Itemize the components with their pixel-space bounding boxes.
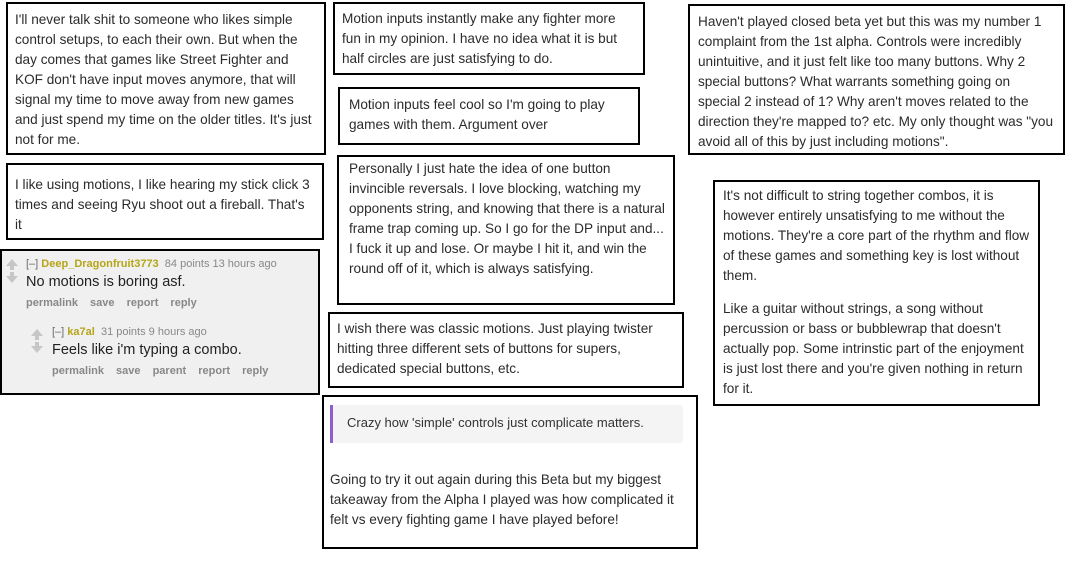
report-link[interactable]: report — [198, 365, 231, 377]
comment-text: Personally I just hate the idea of one button invincible reversals. I love blocking, watching my opponents string, and knowing that there is a natural frame trap coming up. So I go for the DP input and... I fuck it up and lose. Or maybe I hit it, and win the round off of it, which is always satisfying. — [349, 161, 665, 276]
reddit-thread — [0, 249, 320, 395]
downvote-icon[interactable] — [31, 346, 43, 353]
save-link[interactable]: save — [116, 365, 141, 377]
blockquote — [330, 405, 683, 443]
comment-actions — [52, 365, 277, 377]
comment-box-stick-click — [6, 163, 324, 240]
comment-box-classic-motions — [328, 312, 684, 388]
upvote-icon[interactable] — [31, 329, 43, 336]
collapse-toggle[interactable]: [–] — [52, 326, 65, 338]
comment-actions — [26, 297, 277, 309]
comment-text: It's not difficult to string together combos, it is however entirely unsatisfying to me without the motions. They're a core part of the rhythm and flow of these games and something key is lost without them. — [723, 188, 1030, 283]
comment-author[interactable]: ka7al — [67, 326, 95, 338]
upvote-icon[interactable] — [6, 259, 18, 266]
reply-text-block — [330, 470, 690, 530]
comment-score: 31 points — [100, 326, 146, 338]
comment-text: Like a guitar without strings, a song without percussion or bass or bubblewrap that doesn't actually pop. Some intrinstic part of the enjoyment is just lost there and you're given nothing in return for it. — [723, 301, 1024, 396]
comment-box-combos — [713, 180, 1040, 406]
comment-score: 84 points — [164, 258, 210, 270]
parent-link[interactable]: parent — [152, 365, 187, 377]
permalink-link[interactable]: permalink — [52, 365, 104, 377]
collapse-toggle[interactable]: [–] — [26, 258, 39, 270]
comment-text: I like using motions, I like hearing my stick click 3 times and seeing Ryu shoot out a fireball. That's it — [15, 177, 310, 232]
comment-text: I'll never talk shit to someone who likes simple control setups, to each their own. But when the day comes that games like Street Fighter and KOF don't have input moves anymore, that will signal my time to move away from new games and just spend my time on the older titles. It's just not for me. — [15, 12, 312, 147]
comment-parent — [26, 258, 277, 309]
permalink-link[interactable]: permalink — [26, 297, 78, 309]
comment-text: Haven't played closed beta yet but this was my number 1 complaint from the 1st alpha. Controls were incredibly unintuitive, and it just felt like too many buttons. Why 2 special buttons? What warrants something going on special 2 instead of 1? Why aren't moves related to the direction they're mapped to? etc. My only thought was "you avoid all of this by just including motions". — [698, 14, 1054, 149]
comment-text: Going to try it out again during this Beta but my biggest takeaway from the Alpha I played was how complicated it felt vs every fighting game I have played before! — [330, 472, 674, 527]
comment-tagline — [52, 326, 277, 338]
comment-text: Motion inputs feel cool so I'm going to play games with them. Argument over — [349, 97, 605, 132]
comment-text: Motion inputs instantly make any fighter more fun in my opinion. I have no idea what it is but half circles are just satisfying to do. — [342, 11, 618, 66]
comment-time: 9 hours ago — [148, 326, 207, 338]
reply-link[interactable]: reply — [170, 297, 197, 309]
comment-box-beta-reply — [322, 395, 698, 549]
comment-box-motion-fun — [333, 2, 645, 75]
comment-box-simple-setups — [6, 2, 326, 155]
comment-time: 13 hours ago — [212, 258, 277, 270]
comment-box-closed-beta — [688, 4, 1065, 155]
comment-child — [52, 326, 277, 377]
save-link[interactable]: save — [90, 297, 115, 309]
comment-author[interactable]: Deep_Dragonfruit3773 — [41, 258, 159, 270]
report-link[interactable]: report — [126, 297, 159, 309]
comment-text: I wish there was classic motions. Just playing twister hitting three different sets of buttons for supers, dedicated special buttons, etc. — [337, 321, 653, 376]
reply-link[interactable]: reply — [242, 365, 269, 377]
vote-arrows — [30, 329, 44, 353]
quote-text: Crazy how 'simple' controls just complicate matters. — [347, 415, 644, 430]
comment-tagline — [26, 258, 277, 270]
comment-box-motion-cool — [338, 87, 640, 145]
comment-body: Feels like i'm typing a combo. — [52, 342, 242, 358]
comment-body: No motions is boring asf. — [26, 274, 186, 290]
downvote-icon[interactable] — [6, 276, 18, 283]
vote-arrows — [5, 259, 19, 283]
comment-box-reversals — [337, 155, 675, 305]
